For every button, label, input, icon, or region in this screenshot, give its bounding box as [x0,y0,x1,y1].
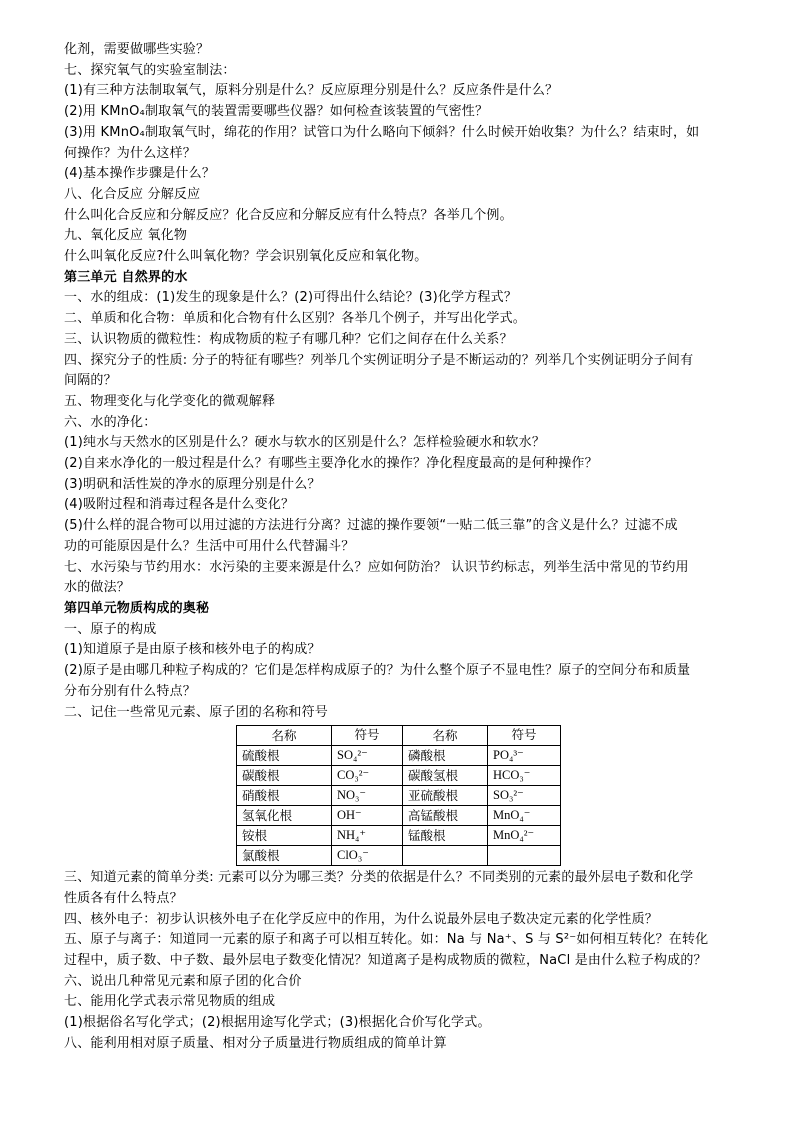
radical-name-cell: 磷酸根 [403,746,488,766]
text-line: (1)知道原子是由原子核和核外电子的构成？ [64,642,321,658]
text-line: (3)明矾和活性炭的净水的原理分别是什么？ [64,476,321,492]
document-page [64,40,734,1055]
text-line: 二、单质和化合物：单质和化合物有什么区别？各举几个例子，并写出化学式。 [64,311,527,327]
radical-symbol-cell [488,846,561,866]
text-line: 水的做法？ [64,580,131,596]
table-header-cell: 符号 [488,726,561,746]
text-line: 过程中，质子数、中子数、最外层电子数变化情况？知道离子是构成物质的微粒，NaCl 是由什么粒子构成的？ [64,953,707,969]
table-header-cell: 符号 [332,726,403,746]
text-line: (5)什么样的混合物可以用过滤的方法进行分离？过滤的操作要领“一贴二低三靠”的含义是什么？过滤不成 [64,518,678,534]
radical-name-cell: 氢氧化根 [237,806,332,826]
text-line: 七、探究氧气的实验室制法： [64,62,236,78]
text-line: (2)原子是由哪几种粒子构成的？它们是怎样构成原子的？为什么整个原子不显电性？原子的空间分布和质量 [64,663,691,679]
section-heading: 第三单元 自然界的水 [64,269,188,285]
ion-name-symbol-table [236,725,561,866]
radical-name-cell: 碳酸根 [237,766,332,786]
text-line: (4)基本操作步骤是什么？ [64,166,216,182]
section-heading: 第四单元物质构成的奥秘 [64,600,210,616]
text-line: 六、说出几种常见元素和原子团的化合价 [64,973,302,989]
radical-symbol-cell: MnO₄⁻ [488,806,561,826]
table-row [237,746,561,766]
radical-symbol-cell: ClO₃⁻ [332,846,403,866]
radical-name-cell: 碳酸氢根 [403,766,488,786]
text-line: 八、化合反应 分解反应 [64,186,201,202]
radical-name-cell: 铵根 [237,826,332,846]
radical-symbol-cell: PO₄³⁻ [488,746,561,766]
text-line: 九、氧化反应 氧化物 [64,228,188,244]
table-row [237,786,561,806]
table-row [237,806,561,826]
text-line: 化剂，需要做哪些实验？ [64,42,210,57]
radical-name-cell: 亚硫酸根 [403,786,488,806]
table-header-cell: 名称 [403,726,488,746]
table-header-cell: 名称 [237,726,332,746]
text-line: 五、原子与离子：知道同一元素的原子和离子可以相互转化。如：Na 与 Na⁺、S 与 S²⁻如何相互转化？在转化 [64,932,709,948]
table-row [237,846,561,866]
text-line: 三、知道元素的简单分类: 元素可以分为哪三类？分类的依据是什么？不同类别的元素的最外层电子数和化学 [64,870,694,886]
text-line: 一、水的组成：(1)发生的现象是什么？(2)可得出什么结论？(3)化学方程式？ [64,290,518,306]
text-line: 八、能利用相对原子质量、相对分子质量进行物质组成的简单计算 [64,1035,447,1051]
text-line: 什么叫化合反应和分解反应？化合反应和分解反应有什么特点？各举几个例。 [64,207,513,223]
text-line: 性质各有什么特点？ [64,890,183,906]
radical-symbol-cell: OH⁻ [332,806,403,826]
text-line: 七、水污染与节约用水：水污染的主要来源是什么？应如何防治？ 认识节约标志，列举生活中常见的节约用 [64,559,689,575]
text-line: 七、能用化学式表示常见物质的组成 [64,994,276,1010]
text-line: 功的可能原因是什么？生活中可用什么代替漏斗？ [64,538,355,554]
text-line: 间隔的？ [64,373,117,389]
radical-name-cell: 氯酸根 [237,846,332,866]
radical-name-cell: 硝酸根 [237,786,332,806]
text-line: (1)纯水与天然水的区别是什么？硬水与软水的区别是什么？怎样检验硬水和软水？ [64,435,546,451]
text-line: (1)有三种方法制取氧气，原料分别是什么？反应原理分别是什么？反应条件是什么？ [64,83,559,99]
radical-name-cell: 硫酸根 [237,746,332,766]
radical-name-cell: 锰酸根 [403,826,488,846]
text-line: 五、物理变化与化学变化的微观解释 [64,393,276,409]
text-block-lower [64,868,734,1054]
radical-symbol-cell: SO₃²⁻ [488,786,561,806]
radical-name-cell: 高锰酸根 [403,806,488,826]
text-line: 何操作？为什么这样？ [64,145,197,161]
text-line: 二、记住一些常见元素、原子团的名称和符号 [64,704,329,720]
text-line: 分布分别有什么特点？ [64,683,197,699]
text-block-upper [64,40,734,723]
text-line: (2)用 KMnO₄制取氧气的装置需要哪些仪器？如何检查该装置的气密性？ [64,104,489,120]
table-row [237,826,561,846]
text-line: (1)根据俗名写化学式；(2)根据用途写化学式；(3)根据化合价写化学式。 [64,1015,491,1031]
radical-symbol-cell: NH₄⁺ [332,826,403,846]
text-line: (4)吸附过程和消毒过程各是什么变化？ [64,497,295,513]
radical-symbol-cell: SO₄²⁻ [332,746,403,766]
text-line: 什么叫氧化反应?什么叫氧化物？学会识别氧化反应和氧化物。 [64,249,428,265]
radical-symbol-cell: MnO₄²⁻ [488,826,561,846]
radical-symbol-cell: HCO₃⁻ [488,766,561,786]
text-line: 四、探究分子的性质: 分子的特征有哪些？列举几个实例证明分子是不断运动的？列举几个实例证明分子间有 [64,352,694,368]
text-line: 一、原子的构成 [64,621,157,637]
table-header-row [237,726,561,746]
radical-symbol-cell: NO₃⁻ [332,786,403,806]
radical-name-cell [403,846,488,866]
text-line: 六、水的净化： [64,414,157,430]
text-line: (2)自来水净化的一般过程是什么？有哪些主要净化水的操作？净化程度最高的是何种操作？ [64,456,598,472]
text-line: (3)用 KMnO₄制取氧气时，绵花的作用？试管口为什么略向下倾斜？什么时候开始收集？为什么？结束时，如 [64,124,700,140]
table-row [237,766,561,786]
text-line: 四、核外电子：初步认识核外电子在化学反应中的作用，为什么说最外层电子数决定元素的化学性质？ [64,911,659,927]
radical-symbol-cell: CO₃²⁻ [332,766,403,786]
text-line: 三、认识物质的微粒性：构成物质的粒子有哪几种？它们之间存在什么关系？ [64,331,513,347]
